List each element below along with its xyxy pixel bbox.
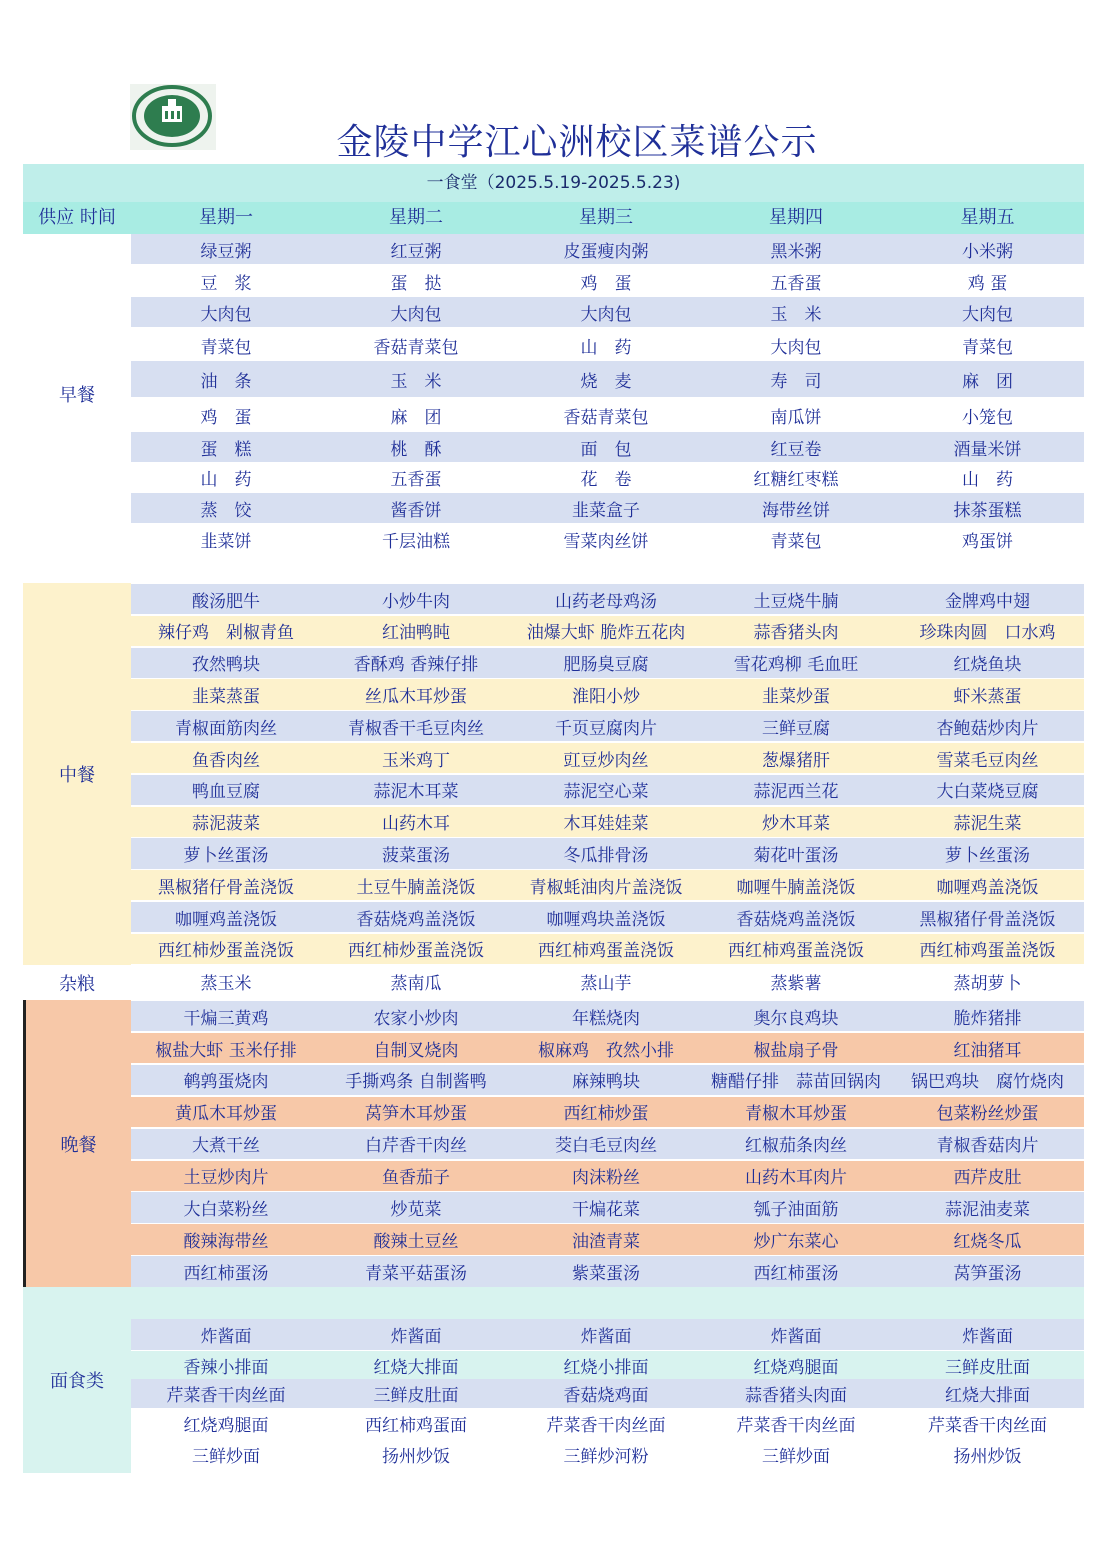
noodles-dish: 芹菜香干肉丝面 (928, 1415, 1047, 1436)
noodles-dish: 扬州炒饭 (953, 1446, 1022, 1467)
dinner-dish: 脆炸猪排 (953, 1008, 1022, 1029)
breakfast-row (131, 400, 1084, 430)
lunch-dish: 蒜泥西兰花 (753, 782, 839, 803)
lunch-dish: 青椒蚝油肉片盖浇饭 (529, 877, 683, 898)
dinner-dish: 青菜平菇蛋汤 (365, 1263, 467, 1284)
dinner-dish: 肉沫粉丝 (572, 1168, 640, 1189)
breakfast-dish: 玉 米 (770, 304, 822, 325)
breakfast-dish: 皮蛋瘦肉粥 (563, 241, 649, 262)
breakfast-dish: 麻 团 (962, 371, 1013, 392)
breakfast-dish: 青菜包 (962, 337, 1013, 358)
lunch-dish: 肥肠臭豆腐 (563, 655, 649, 676)
noodles-label: 面食类 (23, 1287, 131, 1473)
dinner-dish: 椒盐大虾 玉米仔排 (155, 1040, 297, 1061)
lunch-dish: 萝卜丝蛋汤 (183, 846, 269, 867)
breakfast-dish: 香菇青菜包 (563, 407, 649, 428)
dinner-dish: 油渣青菜 (572, 1231, 640, 1252)
lunch-row (131, 807, 1084, 837)
breakfast-dish: 烧 麦 (580, 371, 632, 392)
breakfast-row (131, 493, 1084, 523)
lunch-dish: 蒜泥生菜 (953, 814, 1022, 835)
breakfast-dish: 绿豆粥 (200, 241, 252, 262)
noodles-dish: 芹菜香干肉丝面 (736, 1415, 856, 1436)
breakfast-dish: 面 包 (580, 439, 632, 460)
lunch-dish: 炒木耳菜 (762, 814, 830, 835)
breakfast-dish: 大肉包 (580, 304, 632, 325)
lunch-row (131, 934, 1084, 964)
noodles-dish: 三鲜炒河粉 (563, 1446, 649, 1467)
lunch-dish: 咖喱牛腩盖浇饭 (736, 877, 856, 898)
lunch-dish: 西红柿炒蛋盖浇饭 (158, 941, 294, 962)
breakfast-dish: 韭菜盒子 (572, 500, 640, 521)
breakfast-row (131, 432, 1084, 462)
header-supply-time: 供应 时间 (23, 202, 131, 234)
breakfast-dish: 黑米粥 (770, 241, 822, 262)
breakfast-dish: 红糖红枣糕 (753, 469, 839, 490)
lunch-dish: 孜然鸭块 (192, 655, 260, 676)
noodles-row (131, 1319, 1084, 1350)
noodles-dish: 炸酱面 (200, 1327, 252, 1347)
dinner-dish: 锅巴鸡块 腐竹烧肉 (911, 1072, 1064, 1093)
lunch-dish: 土豆牛腩盖浇饭 (356, 877, 476, 898)
dinner-dish: 蒜泥油麦菜 (945, 1200, 1030, 1221)
breakfast-label: 早餐 (59, 385, 95, 406)
dinner-row (131, 1001, 1084, 1031)
breakfast-dish: 小米粥 (962, 241, 1013, 262)
dinner-row (131, 1256, 1084, 1286)
noodles-row (131, 1438, 1084, 1470)
lunch-dish: 黑椒猪仔骨盖浇饭 (919, 909, 1056, 930)
lunch-dish: 西红柿鸡蛋盖浇饭 (538, 941, 674, 962)
dinner-dish: 干煸三黄鸡 (183, 1008, 269, 1029)
noodles-row (131, 1408, 1084, 1438)
dinner-dish: 茭白毛豆肉丝 (555, 1136, 657, 1157)
dinner-dish: 山药木耳肉片 (745, 1168, 847, 1189)
header-friday: 星期五 (960, 207, 1015, 228)
lunch-dish: 西红柿炒蛋盖浇饭 (348, 941, 484, 962)
dinner-dish: 炒苋菜 (390, 1200, 442, 1221)
dinner-dish: 糖醋仔排 蒜苗回锅肉 (711, 1072, 881, 1093)
lunch-dish: 香酥鸡 香辣仔排 (353, 655, 479, 676)
dinner-dish: 西红柿蛋汤 (753, 1263, 839, 1284)
breakfast-dish: 油 条 (200, 371, 252, 392)
breakfast-row (131, 297, 1084, 327)
header-row (23, 202, 1084, 234)
lunch-dish: 杏鲍菇炒肉片 (936, 718, 1039, 739)
grains-row (131, 966, 1084, 997)
lunch-dish: 辣仔鸡 剁椒青鱼 (158, 623, 294, 644)
lunch-dish: 鱼香肉丝 (192, 750, 260, 771)
noodles-dish: 扬州炒饭 (382, 1446, 450, 1467)
breakfast-row (131, 462, 1084, 492)
header-thursday: 星期四 (769, 207, 823, 228)
noodles-dish: 红烧大排面 (945, 1386, 1030, 1406)
lunch-dish: 大白菜烧豆腐 (936, 782, 1039, 803)
noodles-dish: 红烧鸡腿面 (183, 1415, 269, 1436)
noodles-top-band (131, 1287, 1084, 1319)
lunch-dish: 蒜泥菠菜 (192, 814, 260, 835)
dinner-dish: 西红柿蛋汤 (183, 1263, 269, 1284)
lunch-dish: 豇豆炒肉丝 (563, 750, 649, 771)
dinner-dish: 红烧冬瓜 (953, 1231, 1022, 1252)
dinner-dish: 椒盐扇子骨 (753, 1040, 839, 1061)
noodles-row (131, 1351, 1084, 1379)
grains-dish: 蒸山芋 (580, 973, 632, 994)
lunch-row (131, 743, 1084, 773)
breakfast-dish: 花 卷 (580, 469, 632, 490)
breakfast-dish: 五香蛋 (390, 469, 442, 490)
breakfast-dish: 大肉包 (200, 304, 252, 325)
breakfast-dish: 山 药 (200, 469, 252, 490)
dinner-dish: 手撕鸡条 自制酱鸭 (345, 1072, 487, 1093)
grains-label: 杂粮 (59, 973, 95, 995)
lunch-dish: 土豆烧牛腩 (753, 591, 839, 612)
noodles-dish: 炸酱面 (962, 1327, 1013, 1347)
lunch-dish: 小炒牛肉 (382, 591, 450, 612)
breakfast-dish: 香菇青菜包 (373, 337, 459, 358)
dinner-dish: 西红柿炒蛋 (563, 1104, 649, 1125)
lunch-dish: 蒜泥空心菜 (563, 782, 649, 803)
lunch-dish: 红油鸭盹 (382, 623, 450, 644)
breakfast-dish: 青菜包 (200, 337, 252, 358)
breakfast-dish: 大肉包 (770, 337, 822, 358)
breakfast-dish: 鸡蛋饼 (962, 531, 1013, 552)
lunch-dish: 黑椒猪仔骨盖浇饭 (158, 877, 294, 898)
lunch-row (131, 679, 1084, 709)
breakfast-dish: 山 药 (580, 337, 632, 358)
breakfast-row (131, 266, 1084, 296)
dinner-row (131, 1097, 1084, 1127)
dinner-dish: 红椒茄条肉丝 (745, 1136, 847, 1157)
lunch-dish: 香菇烧鸡盖浇饭 (356, 909, 476, 930)
noodles-dish: 香辣小排面 (183, 1357, 269, 1378)
lunch-row (131, 711, 1084, 741)
lunch-row (131, 584, 1084, 614)
lunch-dish: 葱爆猪肝 (762, 750, 830, 771)
noodles-dish: 三鲜皮肚面 (373, 1386, 459, 1406)
header-tuesday: 星期二 (389, 207, 443, 228)
lunch-dish: 菠菜蛋汤 (382, 846, 450, 867)
dinner-dish: 红油猪耳 (953, 1040, 1022, 1061)
breakfast-dish: 山 药 (962, 469, 1013, 490)
lunch-dish: 油爆大虾 脆炸五花肉 (526, 623, 686, 644)
lunch-row (131, 648, 1084, 678)
noodles-dish: 炸酱面 (770, 1327, 822, 1347)
dinner-dish: 青椒香菇肉片 (936, 1136, 1039, 1157)
lunch-dish: 金牌鸡中翅 (945, 591, 1030, 612)
page-title: 金陵中学江心洲校区菜谱公示 (336, 122, 818, 163)
lunch-dish: 萝卜丝蛋汤 (945, 846, 1030, 867)
breakfast-dish: 大肉包 (962, 304, 1013, 325)
breakfast-dish: 寿 司 (770, 371, 822, 392)
breakfast-dish: 酱香饼 (390, 500, 442, 521)
dinner-dish: 年糕烧肉 (572, 1008, 640, 1029)
noodles-dish: 三鲜炒面 (192, 1446, 260, 1467)
noodles-dish: 炸酱面 (390, 1327, 442, 1347)
breakfast-dish: 蛋 糕 (200, 439, 252, 460)
header-wednesday: 星期三 (579, 207, 633, 228)
lunch-dish: 蒜香猪头肉 (753, 623, 839, 644)
lunch-label: 中餐 (23, 583, 131, 965)
dinner-row (131, 1065, 1084, 1095)
dinner-label: 晚餐 (23, 1000, 131, 1287)
lunch-dish: 咖喱鸡块盖浇饭 (546, 909, 666, 930)
lunch-dish: 珍珠肉圆 口水鸡 (919, 623, 1056, 644)
lunch-dish: 丝瓜木耳炒蛋 (365, 687, 467, 708)
lunch-dish: 青椒面筋肉丝 (175, 718, 277, 739)
lunch-row (131, 902, 1084, 932)
breakfast-dish: 鸡 蛋 (967, 273, 1008, 294)
lunch-dish: 玉米鸡丁 (382, 750, 450, 771)
breakfast-dish: 酒量米饼 (953, 439, 1022, 460)
dinner-dish: 椒麻鸡 孜然小排 (538, 1040, 674, 1061)
lunch-dish: 红烧鱼块 (953, 655, 1022, 676)
breakfast-dish: 蛋 挞 (390, 273, 442, 294)
breakfast-row (131, 361, 1084, 397)
dinner-dish: 莴笋木耳炒蛋 (365, 1104, 467, 1125)
breakfast-row (131, 330, 1084, 360)
dinner-dish: 自制叉烧肉 (373, 1040, 459, 1061)
noodles-dish: 芹菜香干肉丝面 (546, 1415, 666, 1436)
breakfast-dish: 抹茶蛋糕 (953, 500, 1022, 521)
dinner-dish: 酸辣土豆丝 (373, 1231, 459, 1252)
lunch-dish: 蒜泥木耳菜 (373, 782, 459, 803)
lunch-row (131, 775, 1084, 805)
dinner-dish: 包菜粉丝炒蛋 (936, 1104, 1039, 1125)
header-monday: 星期一 (199, 207, 253, 228)
lunch-dish: 雪菜毛豆肉丝 (936, 750, 1039, 771)
lunch-dish: 山药木耳 (382, 814, 450, 835)
lunch-dish: 西红柿鸡蛋盖浇饭 (919, 941, 1056, 962)
dinner-dish: 农家小炒肉 (373, 1008, 459, 1029)
dinner-dish: 瓠子油面筋 (753, 1200, 839, 1221)
lunch-dish: 雪花鸡柳 毛血旺 (733, 655, 859, 676)
dinner-dish: 白芹香干肉丝 (365, 1136, 467, 1157)
dinner-row (131, 1224, 1084, 1254)
lunch-dish: 虾米蒸蛋 (953, 687, 1022, 708)
breakfast-dish: 鸡 蛋 (580, 273, 632, 294)
lunch-row (131, 870, 1084, 900)
dinner-dish: 酸辣海带丝 (183, 1231, 269, 1252)
breakfast-dish: 麻 团 (390, 407, 442, 428)
dinner-row (131, 1161, 1084, 1191)
dinner-dish: 土豆炒肉片 (183, 1168, 269, 1189)
breakfast-dish: 南瓜饼 (770, 407, 822, 428)
breakfast-dish: 小笼包 (962, 407, 1013, 428)
breakfast-dish: 红豆粥 (390, 241, 442, 262)
noodles-dish: 三鲜皮肚面 (945, 1357, 1030, 1378)
noodles-dish: 红烧鸡腿面 (753, 1357, 839, 1378)
dinner-dish: 黄瓜木耳炒蛋 (175, 1104, 277, 1125)
dinner-dish: 奥尔良鸡块 (753, 1008, 839, 1029)
noodles-dish: 三鲜炒面 (762, 1446, 830, 1467)
breakfast-dish: 五香蛋 (770, 273, 822, 294)
dinner-dish: 大煮干丝 (192, 1136, 260, 1157)
breakfast-dish: 红豆卷 (770, 439, 822, 460)
lunch-row (131, 616, 1084, 646)
dinner-row (131, 1192, 1084, 1222)
breakfast-dish: 鸡 蛋 (200, 407, 252, 428)
dinner-dish: 炒广东菜心 (753, 1231, 839, 1252)
dinner-dish: 鹌鹑蛋烧肉 (183, 1072, 269, 1093)
breakfast-dish: 千层油糕 (382, 531, 450, 552)
breakfast-dish: 大肉包 (390, 304, 442, 325)
noodles-dish: 红烧大排面 (373, 1357, 459, 1378)
breakfast-dish: 雪菜肉丝饼 (563, 531, 649, 552)
breakfast-dish: 玉 米 (390, 371, 442, 392)
lunch-dish: 咖喱鸡盖浇饭 (175, 909, 277, 930)
lunch-dish: 韭菜蒸蛋 (192, 687, 260, 708)
breakfast-dish: 蒸 饺 (200, 500, 252, 521)
lunch-dish: 韭菜炒蛋 (762, 687, 830, 708)
breakfast-dish: 豆 浆 (200, 273, 252, 294)
grains-dish: 蒸胡萝卜 (953, 973, 1022, 994)
dinner-row (131, 1033, 1084, 1063)
lunch-row (131, 838, 1084, 868)
lunch-dish: 鸭血豆腐 (192, 782, 260, 803)
lunch-dish: 三鲜豆腐 (762, 718, 830, 739)
dinner-dish: 青椒木耳炒蛋 (745, 1104, 847, 1125)
lunch-dish: 千页豆腐肉片 (555, 718, 657, 739)
canteen-banner: 一食堂（2025.5.19-2025.5.23) (23, 164, 1084, 202)
lunch-dish: 菊花叶蛋汤 (753, 846, 839, 867)
dinner-dish: 麻辣鸭块 (572, 1072, 640, 1093)
dinner-dish: 紫菜蛋汤 (572, 1263, 640, 1284)
dinner-dish: 西芹皮肚 (953, 1168, 1022, 1189)
breakfast-row (131, 234, 1084, 264)
grains-dish: 蒸南瓜 (390, 973, 442, 994)
lunch-dish: 香菇烧鸡盖浇饭 (736, 909, 856, 930)
lunch-dish: 冬瓜排骨汤 (563, 846, 649, 867)
breakfast-row (131, 524, 1084, 554)
breakfast-dish: 青菜包 (770, 531, 822, 552)
noodles-dish: 红烧小排面 (563, 1357, 649, 1378)
noodles-row (131, 1379, 1084, 1408)
lunch-dish: 西红柿鸡蛋盖浇饭 (728, 941, 864, 962)
lunch-dish: 咖喱鸡盖浇饭 (936, 877, 1039, 898)
dinner-row (131, 1129, 1084, 1159)
lunch-dish: 山药老母鸡汤 (555, 591, 657, 612)
breakfast-dish: 韭菜饼 (200, 531, 252, 552)
dinner-dish: 干煸花菜 (572, 1200, 640, 1221)
noodles-dish: 香菇烧鸡面 (563, 1386, 649, 1406)
noodles-dish: 芹菜香干肉丝面 (166, 1386, 286, 1406)
noodles-dish: 炸酱面 (580, 1327, 632, 1347)
lunch-dish: 酸汤肥牛 (192, 591, 260, 612)
lunch-dish: 木耳娃娃菜 (563, 814, 649, 835)
lunch-dish: 淮阳小炒 (572, 687, 640, 708)
noodles-dish: 西红柿鸡蛋面 (365, 1415, 467, 1436)
noodles-dish: 蒜香猪头肉面 (745, 1386, 847, 1406)
grains-dish: 蒸玉米 (200, 973, 252, 994)
dinner-dish: 大白菜粉丝 (183, 1200, 269, 1221)
lunch-dish: 青椒香干毛豆肉丝 (348, 718, 484, 739)
dinner-dish: 莴笋蛋汤 (953, 1263, 1022, 1284)
dinner-dish: 鱼香茄子 (382, 1168, 450, 1189)
breakfast-dish: 海带丝饼 (762, 500, 830, 521)
grains-dish: 蒸紫薯 (770, 973, 822, 994)
breakfast-dish: 桃 酥 (390, 439, 442, 460)
